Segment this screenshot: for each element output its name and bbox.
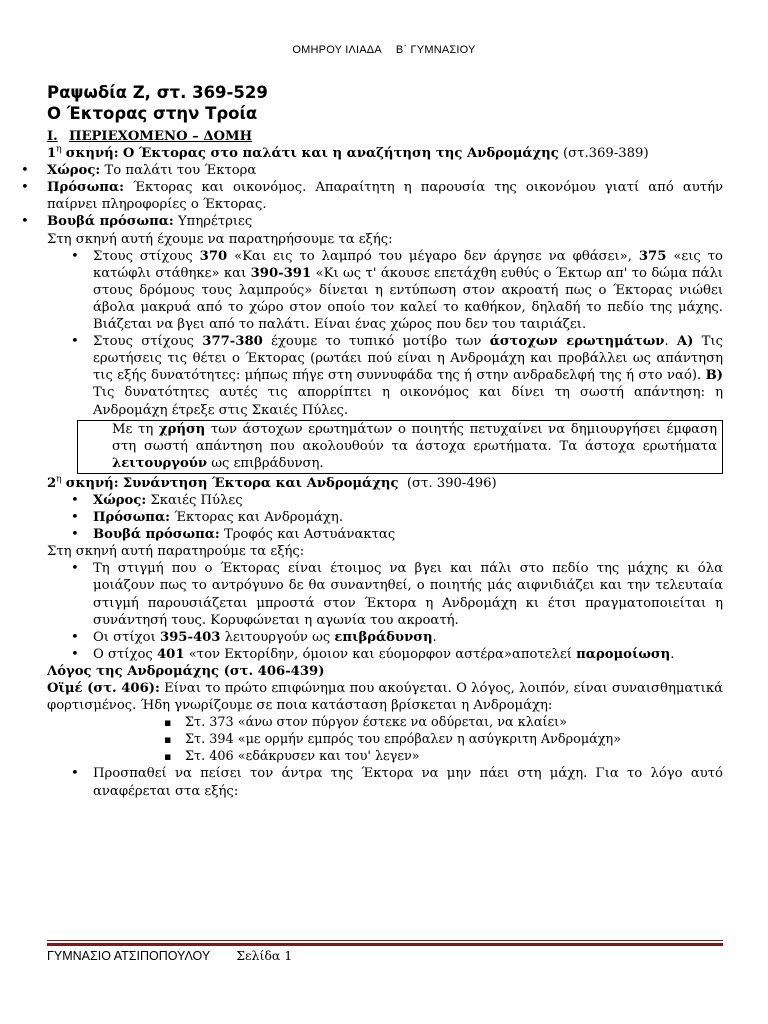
title-line-2: Ο Έκτορας στην Τροία	[47, 104, 258, 123]
scene2-sup: η	[56, 474, 62, 485]
scene2-observations-cont	[93, 765, 723, 799]
marker-b: Β)	[705, 368, 723, 384]
page-footer	[47, 948, 292, 963]
verse-ref: 395-403	[159, 629, 221, 645]
scene1-mute: • Βουβά πρόσωπα: Υπηρέτριες	[47, 213, 723, 230]
scene2-label: σκηνή	[65, 475, 114, 491]
footer-rule-thick	[47, 943, 723, 946]
verse-ref: 377-380	[202, 334, 263, 350]
scene1-sup: η	[56, 144, 62, 155]
keyword: Οϊμέ (στ. 406):	[47, 681, 160, 696]
scene1-number: 1	[47, 146, 57, 162]
section-heading	[47, 128, 723, 145]
scene1-place: • Χώρος: Το παλάτι του Έκτορα	[47, 162, 723, 179]
verse-ref: 401	[156, 646, 185, 662]
persons-value: Έκτορας και Ανδρομάχη.	[174, 510, 344, 526]
text: λειτουργούν ως	[220, 629, 335, 645]
place-label: Χώρος	[47, 163, 96, 179]
text: «εις το κατώφλι στάθηκε» και	[93, 248, 723, 281]
scene1-persons: • Πρόσωπα: Έκτορας και οικονόμος. Απαραίτητη η παρουσία της οικονόμου γιατί από αυτήν παίρνει πληροφορίες ο Έκτορας.	[47, 179, 723, 213]
quote-item: ▪ Στ. 406 «εδάκρυσεν και του' λεγεν»	[185, 748, 723, 765]
text: Ο στίχος	[93, 646, 157, 662]
text: Στους στίχους	[93, 334, 203, 350]
text: Τις δυνατότητες αυτές τις απορρίπτει η οικονόμος και δίνει τη σωστή απάντηση: η Ανδρομάχη έτρεξε στις Σκαιές Πύλες.	[93, 385, 723, 418]
text: Οι στίχοι	[93, 629, 160, 645]
verse-ref: 375	[638, 248, 667, 264]
scene2-observation-1: • Τη στιγμή που ο Έκτορας είναι έτοιμος να βγει και πάλι στο πεδίο της μάχης κι όλα μοιάζουν πως το αντρόγυνο δε θα συναντηθεί, ο ποιητής μάς αιφνιδιάζει και την τελευταία στιγμή παρουσιάζεται μπροστά στον Έκτορα η Ανδρομάχη κι έτσι πραγματοποιείται η συνάντησή τους. Κορυφώνεται η αγωνία του ακροατή.	[93, 560, 723, 628]
keyword: παρομοίωση	[576, 646, 671, 662]
note-box	[77, 420, 723, 474]
persons-label: Πρόσωπα	[93, 510, 166, 526]
place-value: Σκαιές Πύλες	[150, 492, 243, 508]
scene2-heading: $2^\eta$ σκηνή: Συνάντηση Έκτορα και Ανδρομάχης (στ. 390-496)	[47, 474, 497, 491]
footer-school: ΓΥΜΝΑΣΙΟ ΑΤΣΙΠΟΠΟΥΛΟΥ	[47, 949, 211, 963]
text: .	[664, 334, 677, 350]
scene1-heading: $1^\eta$ σκηνή: Ο Έκτορας στο παλάτι και η αναζήτηση της Ανδρομάχης (στ.369-389)	[47, 144, 649, 162]
scene1-title: Ο Έκτορας στο παλάτι και η αναζήτηση της Ανδρομάχης	[122, 146, 559, 162]
scene2-facts	[93, 492, 723, 543]
header-class: Β΄ ΓΥΜΝΑΣΙΟΥ	[395, 44, 476, 56]
text: Είναι το πρώτο επιφώνημα που ακούγεται. Ο λόγος, λοιπόν, είναι συναισθηματικά φορτισμένος. Ήδη γνωρίζουμε σε ποια κατάσταση βρίσκεται η Ανδρομάχη:	[47, 681, 723, 714]
page-header	[0, 44, 768, 56]
scene2-observation-3	[93, 646, 723, 663]
scene1-intro: Στη σκηνή αυτή έχουμε να παρατηρήσουμε τα εξής:	[47, 231, 393, 247]
scene2-number: 2	[47, 475, 57, 491]
text: «τον Εκτορίδην, όμοιον και εύομορφον αστέρα»αποτελεί	[184, 646, 577, 662]
scene1-observation-2	[93, 333, 723, 418]
keyword: χρήση	[158, 421, 206, 437]
text: .	[432, 629, 437, 645]
document-title	[47, 82, 268, 124]
scene1-facts	[47, 162, 723, 230]
title-line-1: Ραψωδία Ζ, στ. 369-529	[47, 83, 268, 102]
keyword: άστοχων ερωτημάτων	[489, 334, 665, 350]
persons-label: Πρόσωπα	[47, 180, 120, 196]
scene2-persons: • Πρόσωπα: Έκτορας και Ανδρομάχη.	[93, 509, 723, 526]
mute-label: Βουβά πρόσωπα	[47, 214, 169, 230]
scene2-title: Συνάντηση Έκτορα και Ανδρομάχης	[122, 475, 399, 491]
persons-value: Έκτορας και οικονόμος. Απαραίτητη η παρουσία της οικονόμου γιατί από αυτήν παίρνει πληροφορίες ο Έκτορας.	[47, 180, 723, 213]
scene1-range: (στ.369-389)	[563, 146, 649, 162]
place-label: Χώρος	[93, 492, 142, 508]
text: ως επιβράδυνση.	[207, 455, 324, 471]
scene1-observation-1	[93, 248, 723, 333]
mute-value: Τροφός και Αστυάνακτας	[223, 527, 396, 543]
scene2-observation-2	[93, 629, 723, 646]
text: «Και εις το λαμπρό του μέγαρο δεν άργησε να φθάσει»,	[227, 248, 639, 264]
scene2-intro: Στη σκηνή αυτή παρατηρούμε τα εξής:	[47, 544, 305, 560]
oime-paragraph	[47, 680, 723, 714]
scene2-place: • Χώρος: Σκαιές Πύλες	[93, 492, 723, 509]
mute-label: Βουβά πρόσωπα	[93, 527, 215, 543]
keyword: επιβράδυνση	[334, 629, 433, 645]
speech-title-text: Λόγος της Ανδρομάχης (στ. 406-439)	[47, 663, 325, 679]
text: «Κι ως τ' άκουσε επετάχθη ευθύς ο Έκτωρ απ' το δώμα πάλι στους δρόμους τους λαμπρούς» δίνεται η εντύπωση στον ακροατή πως ο Έκτορας νιώθει άβολα μακρυά από το χώρο στον οποίο τον καλεί το καθήκον, δηλαδή το πεδίο της μάχης. Βιάζεται να βγει από το παλάτι. Είναι ένας χώρος που δεν του ταιριάζει.	[93, 265, 723, 333]
verse-ref: 390-391	[250, 265, 312, 281]
keyword: λειτουργούν	[112, 455, 208, 471]
scene2-observation-4: • Προσπαθεί να πείσει τον άντρα της Έκτορα να μην πάει στη μάχη. Για το λόγο αυτό αναφέρεται στα εξής:	[93, 765, 723, 799]
text: Στους στίχους	[93, 248, 200, 264]
footer-rule-thin	[47, 940, 723, 941]
text: των άστοχων ερωτημάτων ο ποιητής πετυχαίνει να δημιουργήσει έμφαση στη σωστή απάντηση που ακολουθούν τα άστοχα ερωτήματα. Τα άστοχα ερωτήματα	[112, 421, 717, 454]
quote-item: ▪ Στ. 373 «άνω στον πύργον έστεκε να οδύρεται, να κλαίει»	[185, 714, 723, 731]
section-number: Ι.	[47, 129, 58, 144]
scene1-observations	[93, 248, 723, 419]
scene1-label: σκηνή	[65, 146, 114, 162]
verse-ref: 370	[199, 248, 228, 264]
text: έχουμε το τυπικό μοτίβο των	[262, 334, 490, 350]
document-body	[47, 126, 723, 800]
section-title: ΠΕΡΙΕΧΟΜΕΝΟ – ΔΟΜΗ	[69, 129, 253, 144]
footer-page-number: Σελίδα 1	[236, 948, 293, 963]
text: Τις ερωτήσεις τις θέτει ο Έκτορας (ρωτάει πού είναι η Ανδρομάχη και προβάλλει ως απάντηση τις εξής δυνατότητες: μήπως πήγε στη συννυφάδα της ή στην ανδραδελφή της ή στο ναό).	[93, 334, 723, 384]
text: .	[670, 646, 675, 662]
scene2-mute: • Βουβά πρόσωπα: Τροφός και Αστυάνακτας	[93, 526, 723, 543]
quote-item: ▪ Στ. 394 «με ορμήν εμπρός του επρόβαλεν η ασύγκριτη Ανδρομάχη»	[185, 731, 723, 748]
mute-value: Υπηρέτριες	[177, 214, 253, 230]
marker-a: Α)	[676, 334, 694, 350]
scene2-observations	[93, 560, 723, 663]
text: Με τη	[112, 421, 159, 437]
place-value: Το παλάτι του Έκτορα	[104, 163, 257, 179]
speech-title	[47, 663, 723, 680]
scene2-range: (στ. 390-496)	[406, 475, 497, 491]
quote-list	[185, 714, 723, 765]
header-subject: ΟΜΗΡΟΥ ΙΛΙΑΔΑ	[292, 44, 382, 56]
